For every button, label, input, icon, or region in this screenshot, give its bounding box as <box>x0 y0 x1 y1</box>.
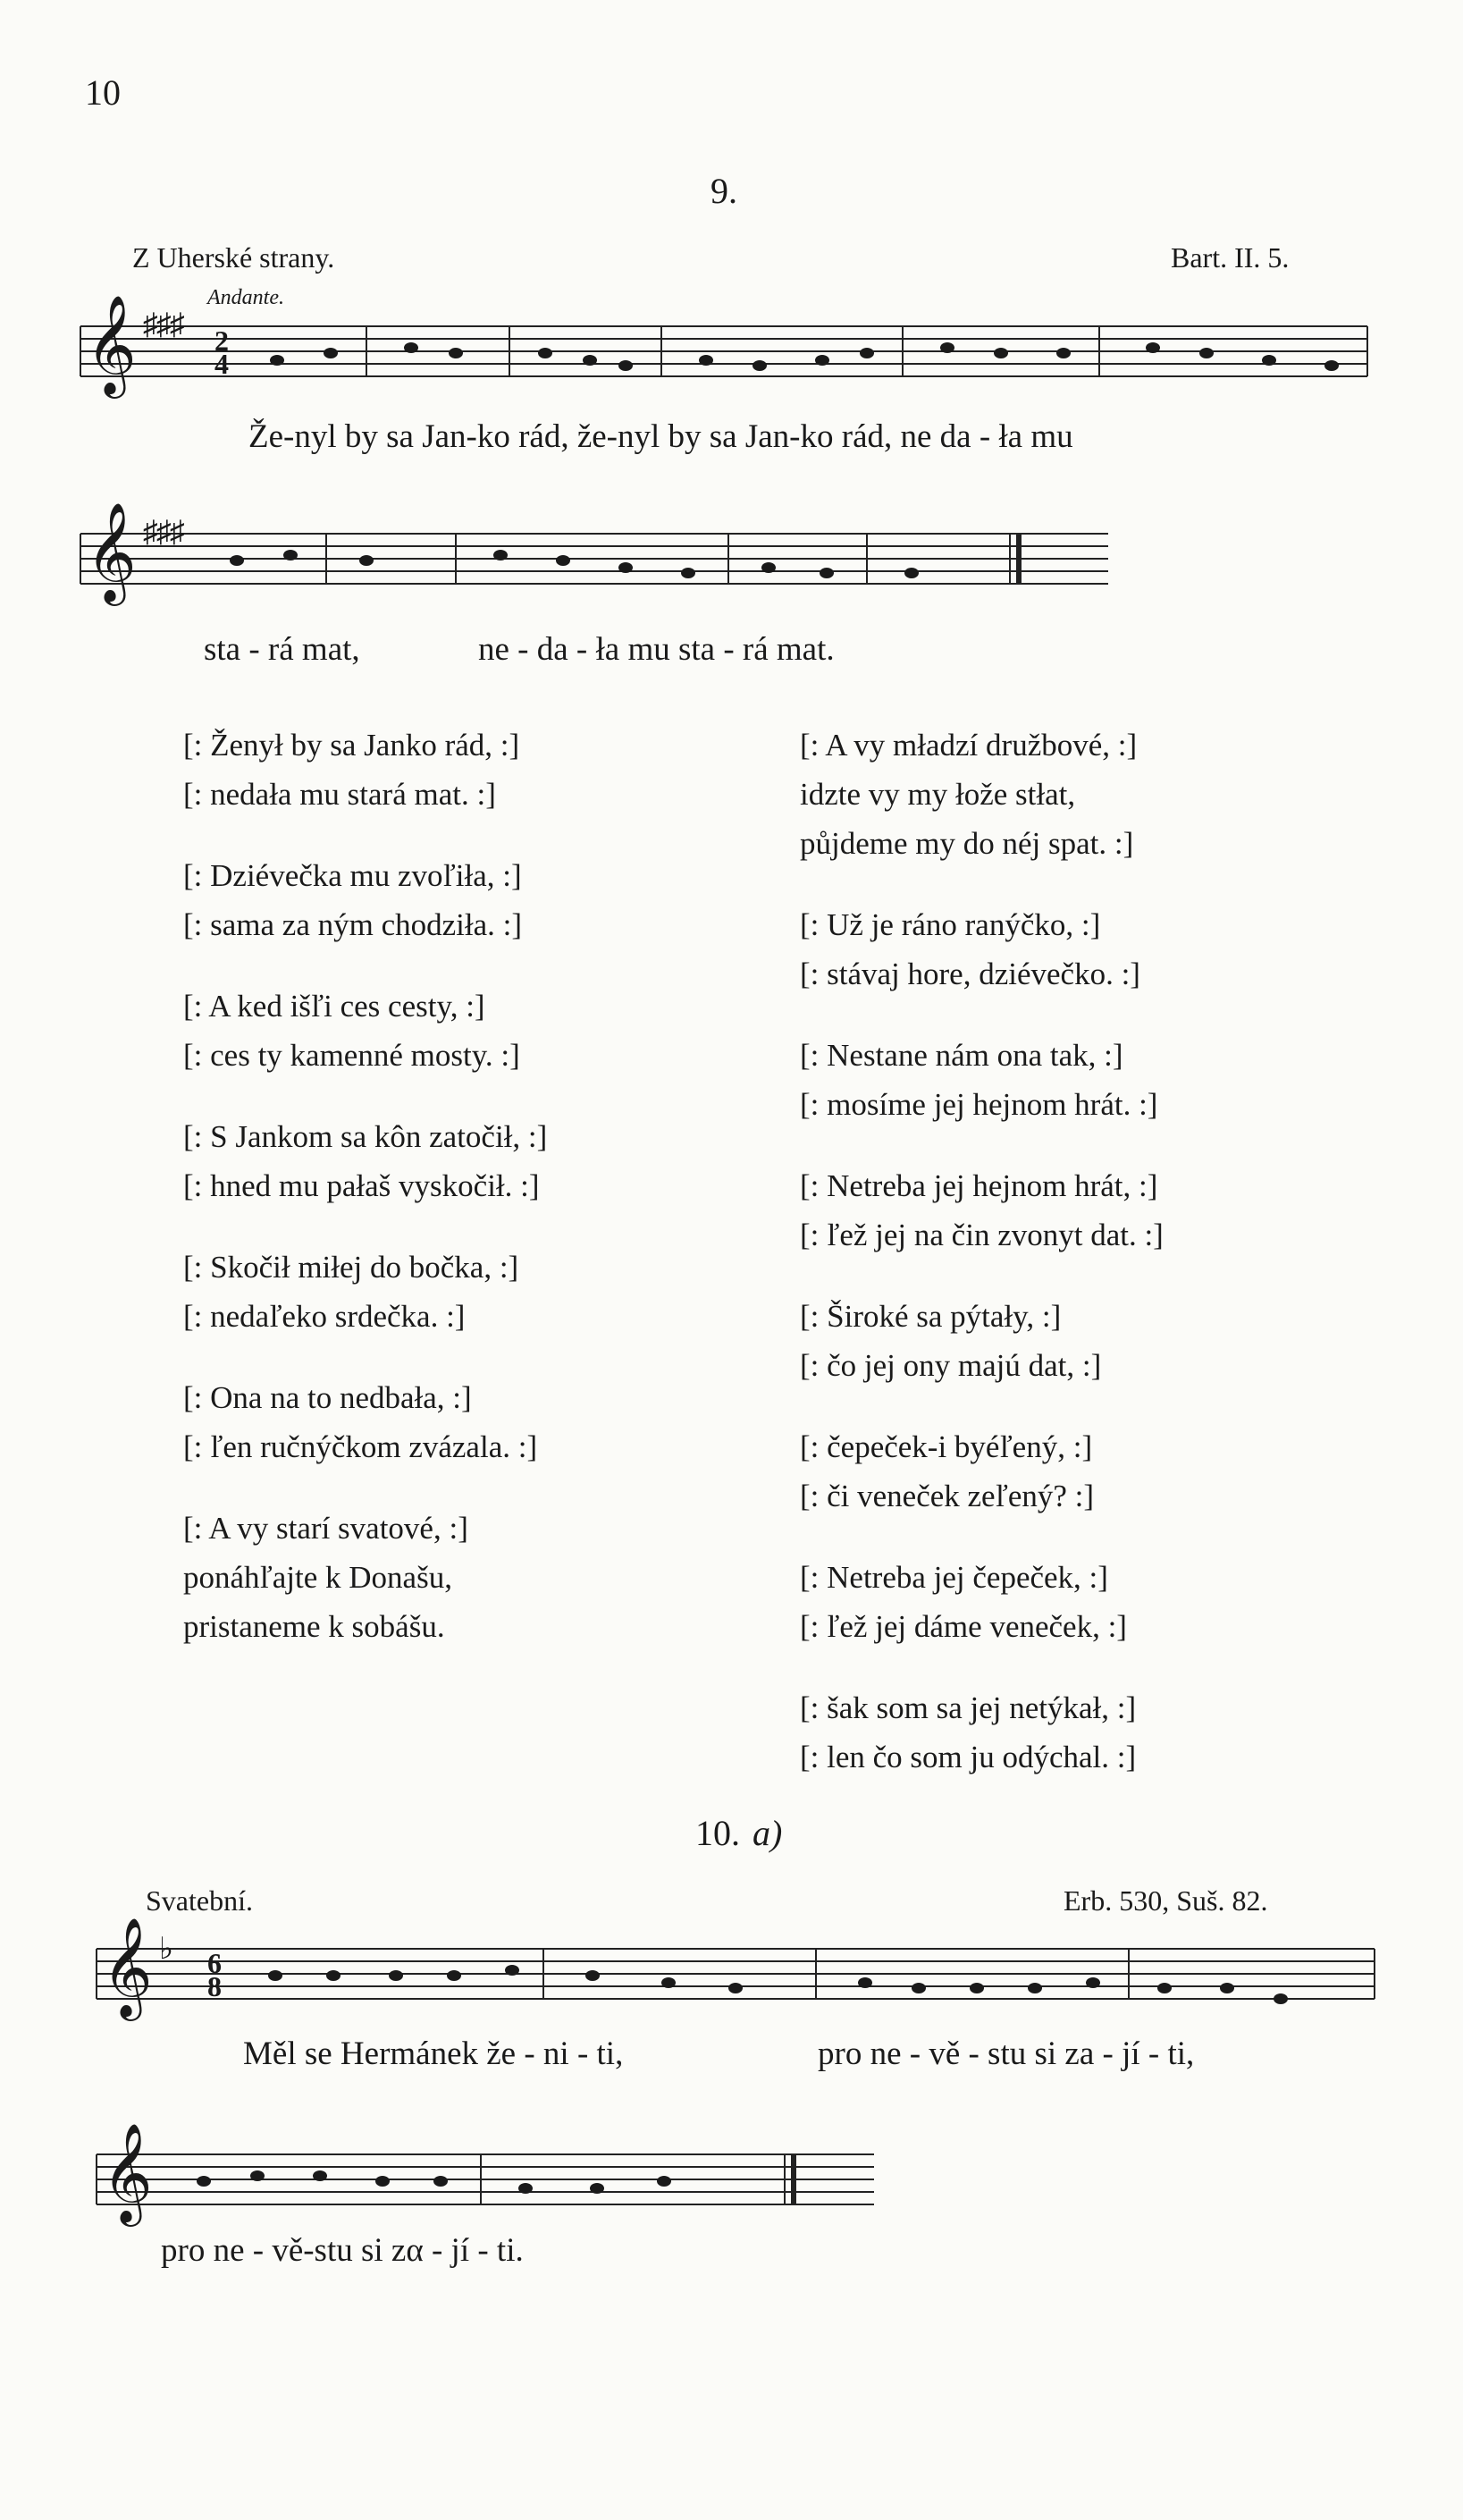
stanza <box>800 721 1164 868</box>
key-signature: ♯♯♯ <box>143 308 183 341</box>
verse-line: [: A ked išľi ces cesty, :] <box>183 989 485 1024</box>
verse-line: [: nedaľeko srdečka. :] <box>183 1299 466 1334</box>
verse-line: [: Ženył by sa Janko rád, :] <box>183 728 520 763</box>
verse-line: [: mosíme jej hejnom hrát. :] <box>800 1087 1158 1122</box>
time-signature-bottom: 4 <box>214 348 229 380</box>
verse-line: ponáhľajte k Donašu, <box>183 1560 452 1595</box>
treble-clef-icon: 𝄞 <box>102 2125 153 2221</box>
verse-line: [: ces ty kamenné mosty. :] <box>183 1038 520 1073</box>
verse-line: idzte vy my łože stłat, <box>800 777 1076 812</box>
song-reference: Erb. 530, Suš. 82. <box>1064 1884 1268 1917</box>
verse-line: [: len čo som ju odýchal. :] <box>800 1740 1137 1774</box>
treble-clef-icon: 𝄞 <box>102 1919 153 2015</box>
key-signature: ♯♯♯ <box>143 516 183 549</box>
verse-line: [: Netreba jej čepeček, :] <box>800 1560 1108 1595</box>
stanza <box>183 1504 547 1651</box>
song-number: 10. <box>695 1813 740 1853</box>
tempo-marking: Andante. <box>207 286 284 309</box>
treble-clef-icon: 𝄞 <box>86 504 137 600</box>
verse-line: [: ľež jej na čin zvonyt dat. :] <box>800 1218 1164 1252</box>
song-genre: Svatební. <box>146 1884 253 1917</box>
lyrics-line: Měl se Hermánek že - ni - ti, <box>243 2035 624 2072</box>
verse-line: [: A vy starí svatové, :] <box>183 1511 468 1546</box>
lyrics-line: pro ne - vě-stu si zα - jí - ti. <box>161 2232 524 2269</box>
stanza <box>800 1031 1164 1129</box>
verse-line: [: Skočił miłej do bočka, :] <box>183 1250 519 1285</box>
verse-line: [: nedała mu stará mat. :] <box>183 777 496 812</box>
verse-line: [: ľen ručnýčkom zvázala. :] <box>183 1429 538 1464</box>
verse-line: [: sama za ným chodziła. :] <box>183 907 523 942</box>
treble-clef-icon: 𝄞 <box>86 297 137 392</box>
verse-line: [: Už je ráno ranýčko, :] <box>800 907 1101 942</box>
verse-line: [: hned mu pałaš vyskočił. :] <box>183 1168 540 1203</box>
stanza <box>183 1243 547 1341</box>
verse-line: [: A vy mładzí družbové, :] <box>800 728 1138 763</box>
key-signature: ♭ <box>159 1933 174 1966</box>
lyrics-line: pro ne - vě - stu si za - jí - ti, <box>818 2035 1195 2072</box>
stanza <box>800 1422 1164 1521</box>
verse-line: půjdeme my do néj spat. :] <box>800 826 1134 861</box>
stanza <box>183 721 547 819</box>
song-number: 9. <box>710 171 737 211</box>
verses-right-column <box>800 721 1164 1814</box>
time-signature-top: 6 <box>207 1947 222 1979</box>
verses-left-column <box>183 721 547 1683</box>
song-origin: Z Uherské strany. <box>132 241 335 274</box>
stanza <box>183 1112 547 1210</box>
verse-line: [: S Jankom sa kôn zatočił, :] <box>183 1119 548 1154</box>
song-reference: Bart. II. 5. <box>1171 241 1290 274</box>
verse-line: [: ľež jej dáme veneček, :] <box>800 1609 1127 1644</box>
song-variant: a) <box>753 1813 783 1853</box>
lyrics-line: ne - da - ła mu sta - rá mat. <box>478 631 835 668</box>
stanza <box>183 851 547 949</box>
verse-line: [: či veneček zeľený? :] <box>800 1479 1095 1513</box>
page-number: 10 <box>85 72 121 113</box>
verse-line: [: čo jej ony majú dat, :] <box>800 1348 1102 1383</box>
stanza <box>183 1373 547 1471</box>
stanza <box>800 1683 1164 1782</box>
verse-line: [: čepeček-i byéľený, :] <box>800 1429 1093 1464</box>
stanza <box>183 982 547 1080</box>
stanza <box>800 900 1164 999</box>
music-staff-2 <box>80 504 1135 628</box>
time-signature-bottom: 8 <box>207 1970 222 2002</box>
stanza <box>800 1292 1164 1390</box>
verse-line: pristaneme k sobášu. <box>183 1609 445 1644</box>
stanza <box>800 1553 1164 1651</box>
verse-line: [: Nestane nám ona tak, :] <box>800 1038 1123 1073</box>
verse-line: [: Netreba jej hejnom hrát, :] <box>800 1168 1158 1203</box>
music-staff-3 <box>97 1919 1383 2052</box>
verse-line: [: stávaj hore, dziévečko. :] <box>800 957 1140 991</box>
time-signature-top: 2 <box>214 324 229 357</box>
verse-line: [: Dziévečka mu zvoľiła, :] <box>183 858 522 893</box>
stanza <box>800 1161 1164 1260</box>
verse-line: [: šak som sa jej netýkał, :] <box>800 1690 1137 1725</box>
verse-line: [: Široké sa pýtały, :] <box>800 1299 1062 1334</box>
verse-line: [: Ona na to nedbała, :] <box>183 1380 472 1415</box>
lyrics-line: Že-nyl by sa Jan-ko rád, že-nyl by sa Jan-ko rád, ne da - ła mu <box>248 418 1073 455</box>
lyrics-line: sta - rá mat, <box>204 631 360 668</box>
